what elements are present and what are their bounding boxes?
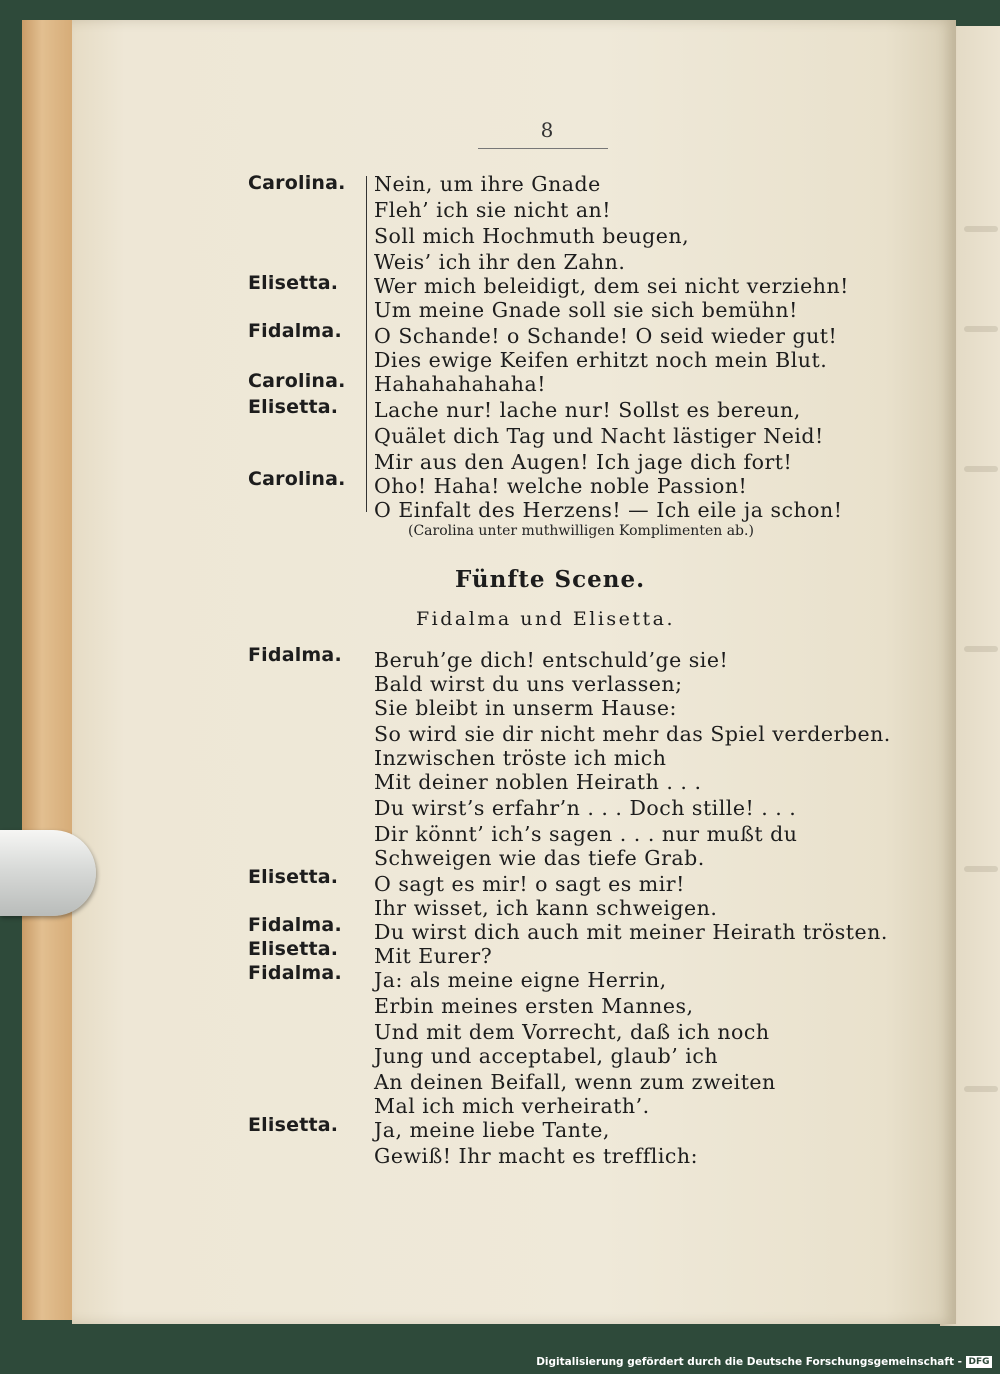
speaker-name: Elisetta. (248, 396, 339, 418)
verse-line: Erbin meines ersten Mannes, (374, 994, 694, 1018)
verse-line: O Schande! o Schande! O seid wieder gut! (374, 324, 838, 348)
verse-line: Mal ich mich verheirath’. (374, 1094, 650, 1118)
scene-title: Fünfte Scene. (455, 566, 646, 593)
verse-line: Schweigen wie das tiefe Grab. (374, 846, 705, 870)
speaker-name: Carolina. (248, 172, 346, 194)
verse-line: Weis’ ich ihr den Zahn. (374, 250, 626, 274)
verse-line: Nein, um ihre Gnade (374, 172, 601, 196)
verse-line: An deinen Beifall, wenn zum zweiten (374, 1070, 776, 1094)
scene-persons: Fidalma und Elisetta. (416, 608, 676, 630)
verse-line: So wird sie dir nicht mehr das Spiel verderben. (374, 722, 891, 746)
dfg-logo: DFG (966, 1356, 992, 1368)
verse-line: Ja: als meine eigne Herrin, (374, 968, 667, 992)
page-number: 8 (540, 118, 554, 142)
verse-line: Ihr wisset, ich kann schweigen. (374, 896, 718, 920)
verse-line: Fleh’ ich sie nicht an! (374, 198, 611, 222)
verse-line: Lache nur! lache nur! Sollst es bereun, (374, 398, 801, 422)
verse-line: Oho! Haha! welche noble Passion! (374, 474, 748, 498)
verse-line: Und mit dem Vorrecht, daß ich noch (374, 1020, 770, 1044)
verse-line: Beruh’ge dich! entschuld’ge sie! (374, 648, 729, 672)
verse-line: Sie bleibt in unserm Hause: (374, 696, 677, 720)
verse-line: Du wirst’s erfahr’n . . . Doch stille! . . . (374, 796, 797, 820)
verse-line: Bald wirst du uns verlassen; (374, 672, 683, 696)
verse-line: Ja, meine liebe Tante, (374, 1118, 610, 1142)
page-number-rule (478, 148, 608, 149)
speaker-name: Fidalma. (248, 914, 342, 936)
verse-line: O sagt es mir! o sagt es mir! (374, 872, 685, 896)
speaker-name: Carolina. (248, 468, 346, 490)
verse-line: Inzwischen tröste ich mich (374, 746, 667, 770)
verse-line: Jung und acceptabel, glaub’ ich (374, 1044, 719, 1068)
speaker-name: Elisetta. (248, 938, 339, 960)
speaker-name: Fidalma. (248, 962, 342, 984)
speaker-name: Fidalma. (248, 644, 342, 666)
speaker-name: Elisetta. (248, 866, 339, 888)
verse-line: Gewiß! Ihr macht es trefflich: (374, 1144, 698, 1168)
speaker-name: Elisetta. (248, 272, 339, 294)
verse-line: O Einfalt des Herzens! — Ich eile ja schon! (374, 498, 843, 522)
book-cover-edge (22, 20, 73, 1320)
verse-line: Wer mich beleidigt, dem sei nicht verziehn! (374, 274, 849, 298)
speaker-name: Carolina. (248, 370, 346, 392)
verse-line: Quälet dich Tag und Nacht lästiger Neid! (374, 424, 824, 448)
ensemble-bracket (366, 176, 367, 512)
verse-line: Mit deiner noblen Heirath . . . (374, 770, 702, 794)
speaker-name: Fidalma. (248, 320, 342, 342)
verse-line: Dir könnt’ ich’s sagen . . . nur mußt du (374, 822, 798, 846)
verse-line: Dies ewige Keifen erhitzt noch mein Blut. (374, 348, 828, 372)
speaker-name: Elisetta. (248, 1114, 339, 1136)
verse-line: Mir aus den Augen! Ich jage dich fort! (374, 450, 793, 474)
verse-line: Mit Eurer? (374, 944, 493, 968)
verse-line: Hahahahahaha! (374, 372, 546, 396)
page-clip (0, 830, 96, 916)
verse-line: Um meine Gnade soll sie sich bemühn! (374, 298, 798, 322)
verse-line: Soll mich Hochmuth beugen, (374, 224, 690, 248)
funding-notice: Digitalisierung gefördert durch die Deutsche Forschungsgemeinschaft - (536, 1356, 962, 1368)
verse-line: Du wirst dich auch mit meiner Heirath trösten. (374, 920, 888, 944)
stage-direction: (Carolina unter muthwilligen Komplimenten ab.) (408, 523, 754, 539)
